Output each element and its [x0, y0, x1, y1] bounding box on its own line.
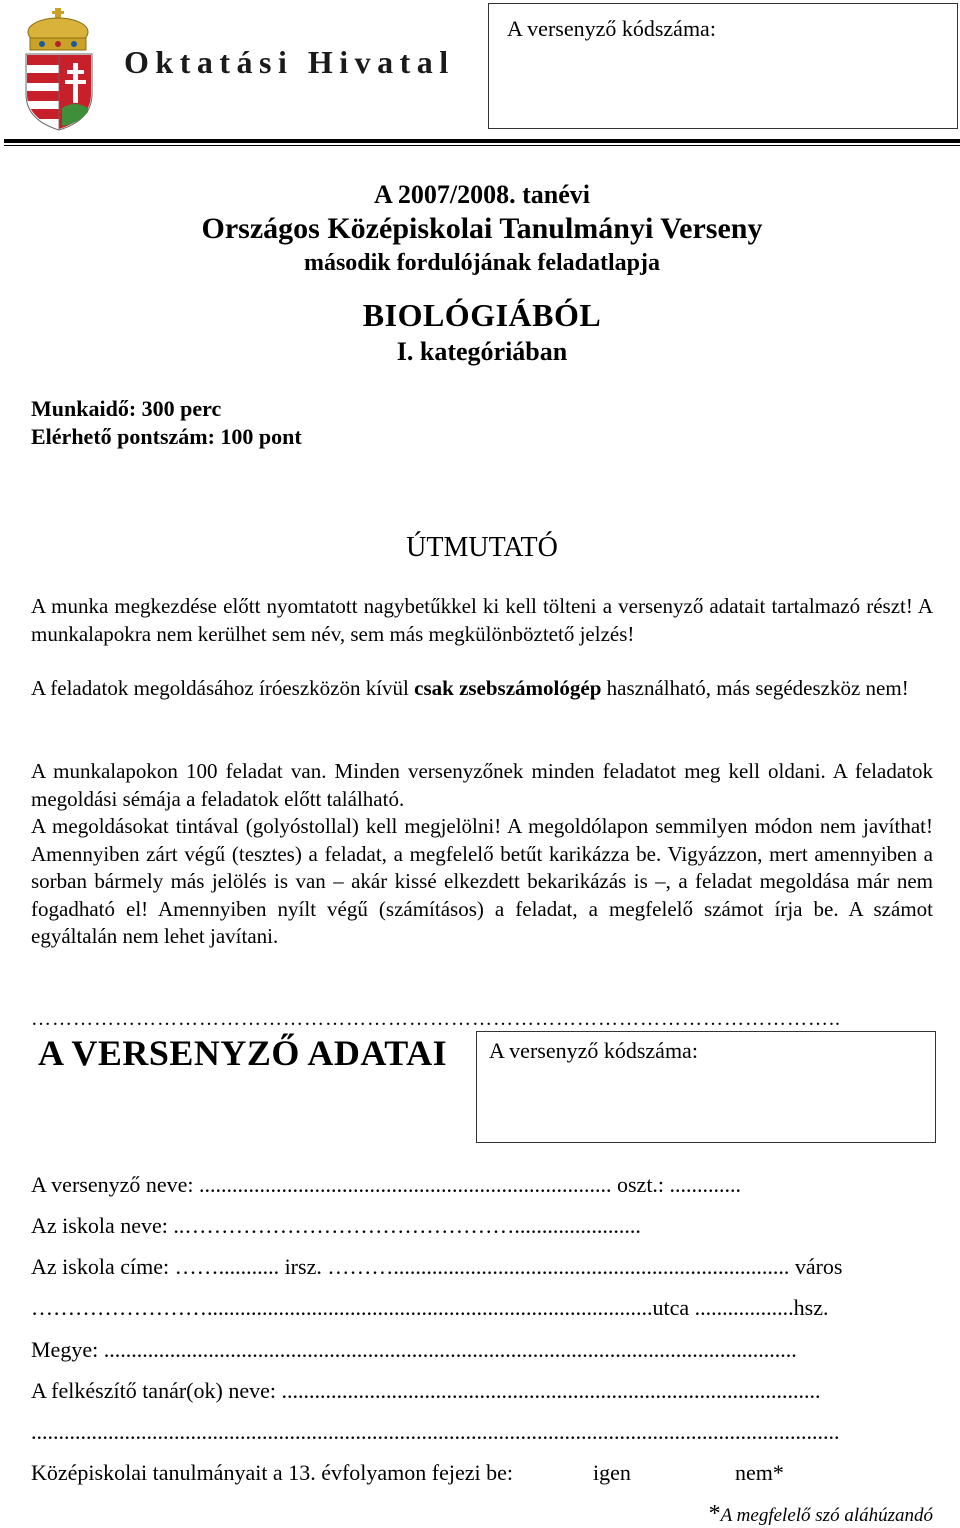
- teacher-name-field-2[interactable]: ...................................................................................................................................................: [31, 1419, 840, 1444]
- hungarian-coat-of-arms-logo: [22, 8, 96, 132]
- contestant-code-box[interactable]: [488, 3, 958, 129]
- school-name-field[interactable]: Az iskola neve: ..……………………………………….......................: [31, 1213, 641, 1238]
- option-yes[interactable]: igen: [593, 1460, 631, 1485]
- guide-paragraph-1: A munka megkezdése előtt nyomtatott nagybetűkkel ki kell tölteni a versenyző adatait tartalmazó részt! A munkalapokra nem kerülhet sem név, sem más megkülönböztető jelzés!: [31, 594, 933, 646]
- contestant-code-box-2[interactable]: [476, 1031, 936, 1143]
- grade13-question: Középiskolai tanulmányait a 13. évfolyamon fejezi be:: [31, 1460, 514, 1485]
- footnote: [709, 1501, 933, 1528]
- county-field[interactable]: Megye: ..............................................................................................................................: [31, 1337, 797, 1362]
- guide-paragraph-2-start: A feladatok megoldásához íróeszközön kívül: [31, 676, 409, 700]
- guide-paragraph-4: A megoldásokat tintával (golyóstollal) kell megjelölni! A megoldólapon semmilyen módon nem javíthat! Amennyiben zárt végű (tesztes) a feladat, a megfelelő betűt karikázza be. Vigyázzon, mert amennyiben a sorban bármely más jelölés is van – akár kissé elkezdett bekarikázás is –, a feladat megoldása már nem fogadható el! Amennyiben nyílt végű (számításos) a feladat, a megfelelő számot írja be. A számot egyáltalán nem lehet javítani.: [31, 814, 933, 948]
- max-points: Elérhető pontszám: 100 pont: [31, 424, 302, 449]
- header-divider: [4, 139, 960, 143]
- calculator-emphasis: csak zsebszámológép: [414, 676, 602, 700]
- guide-paragraph-3: A munkalapokon 100 feladat van. Minden versenyzőnek minden feladatot meg kell oldani. A feladatok megoldási sémája a feladatok előtt található.: [31, 759, 933, 811]
- school-year: A 2007/2008. tanévi: [374, 180, 590, 209]
- header-divider-thin: [4, 145, 960, 146]
- cut-line: ……………………………………………………………………………………………………..: [31, 1008, 841, 1028]
- competition-name: Országos Középiskolai Tanulmányi Verseny: [201, 212, 763, 245]
- footnote-star: *: [708, 1501, 721, 1527]
- organization-name: Oktatási Hivatal: [124, 44, 455, 80]
- guide-paragraph-2-end: használható, más segédeszköz nem!: [606, 676, 909, 700]
- working-time: Munkaidő: 300 perc: [31, 396, 222, 421]
- teacher-name-field[interactable]: A felkészítő tanár(ok) neve: ..................................................................................................: [31, 1378, 821, 1403]
- street-field[interactable]: …………………….................................................................................utca ..................hsz.: [31, 1295, 829, 1320]
- contestant-code-label-2: A versenyző kódszáma:: [489, 1038, 698, 1063]
- contestant-name-field[interactable]: A versenyző neve: ........................................................................... oszt.: .............: [31, 1172, 742, 1197]
- crown-icon: [28, 8, 88, 50]
- contestant-code-label: A versenyző kódszáma:: [507, 16, 716, 41]
- subject-label: BIOLÓGIÁBÓL: [362, 297, 602, 333]
- guide-title: ÚTMUTATÓ: [406, 532, 558, 563]
- contestant-data-title: A VERSENYZŐ ADATAI: [38, 1033, 448, 1073]
- category-label: I. kategóriában: [396, 337, 568, 366]
- school-address-field[interactable]: Az iskola címe: ……........... irsz. ………........................................................................ város: [31, 1254, 843, 1279]
- footnote-text: A megfelelő szó aláhúzandó: [720, 1505, 933, 1526]
- round-label: második fordulójának feladatlapja: [303, 250, 661, 276]
- option-no[interactable]: nem*: [735, 1460, 784, 1485]
- guide-paragraph-2: [31, 675, 933, 703]
